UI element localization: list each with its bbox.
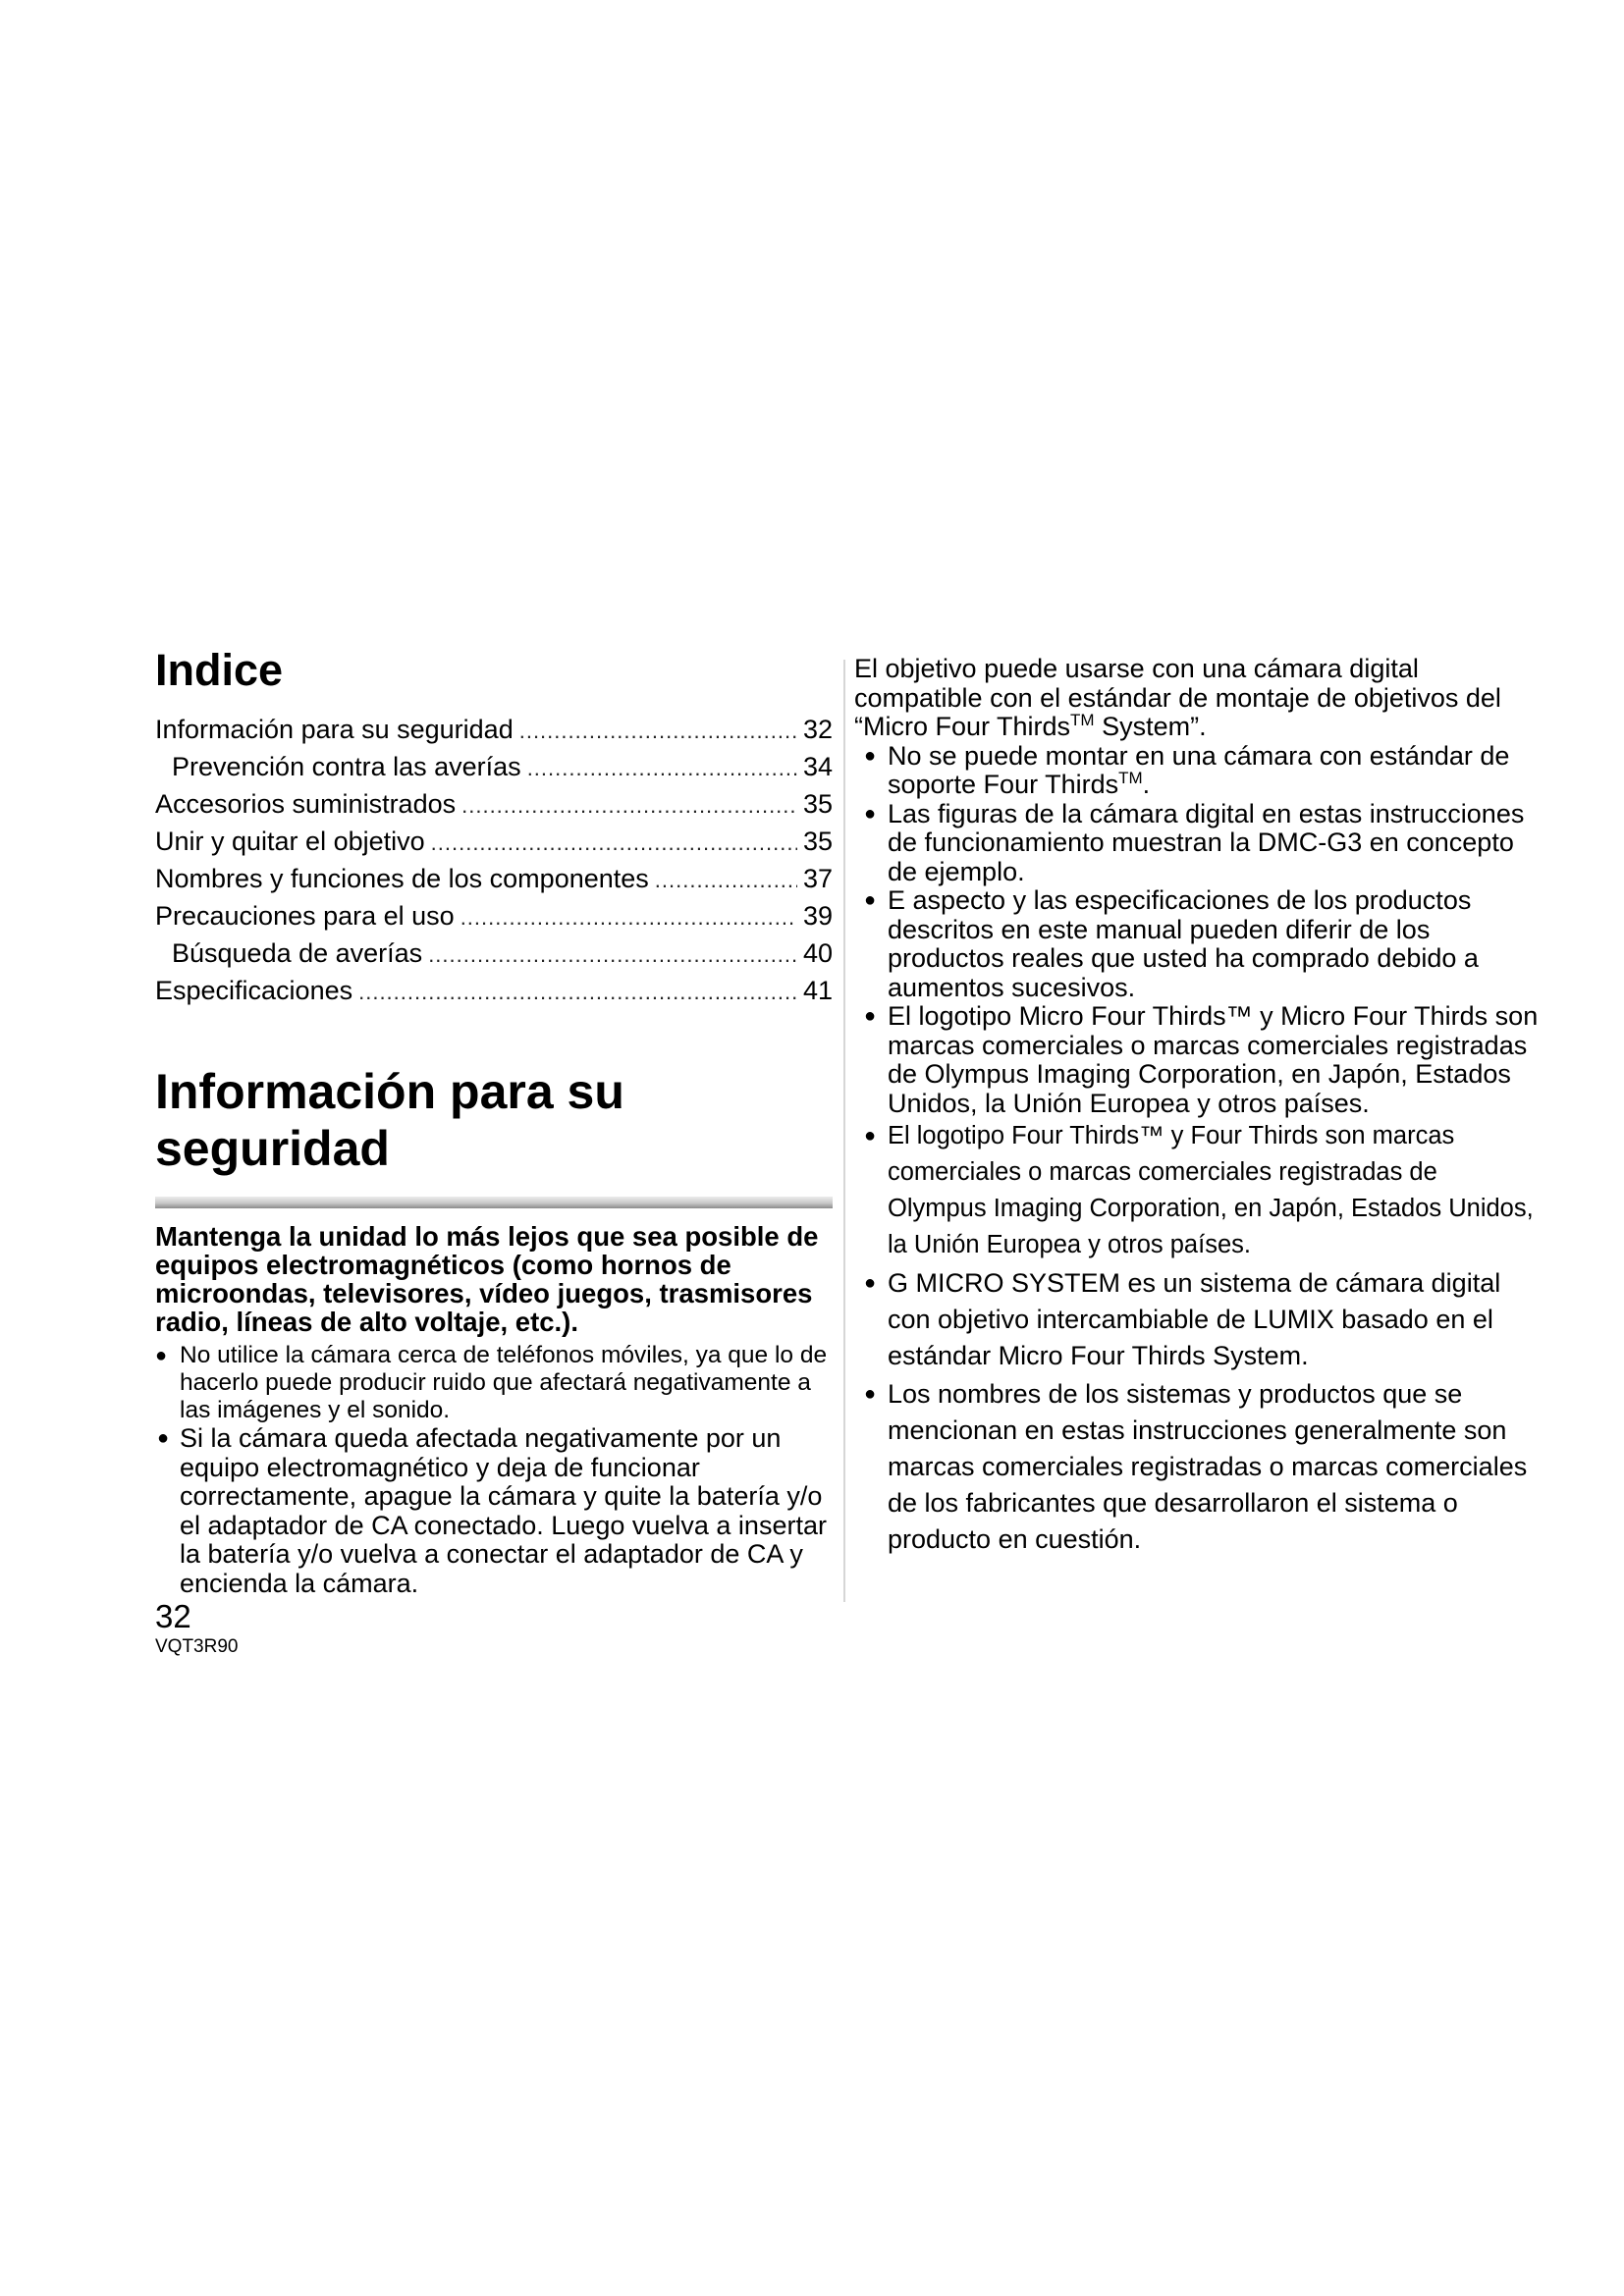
page-number: 32 — [155, 1598, 191, 1634]
bullet-icon: ● — [157, 1427, 170, 1449]
toc-leader-dots — [519, 713, 797, 749]
toc-entry-page: 41 — [802, 976, 833, 1005]
list-item — [854, 1376, 1542, 1558]
toc-entry-label: Información para su seguridad — [155, 715, 514, 744]
safety-bullet-list — [155, 1342, 833, 1598]
index-title: Indice — [155, 645, 284, 695]
toc-leader-dots — [428, 936, 797, 973]
toc-entry-label: Accesorios suministrados — [155, 789, 457, 819]
trademark-mark: TM — [1070, 711, 1095, 729]
list-item — [155, 1424, 833, 1598]
intro-paragraph — [854, 655, 1542, 742]
toc-entry-page: 40 — [802, 938, 833, 968]
toc-entry-page: 32 — [802, 715, 833, 744]
bullet-icon: ● — [864, 744, 877, 767]
toc-leader-dots — [358, 974, 797, 1010]
toc-leader-dots — [655, 862, 797, 898]
toc-entry[interactable] — [155, 824, 833, 861]
bullet-icon: ● — [864, 889, 877, 911]
list-item-text-end: . — [1142, 770, 1151, 799]
toc-entry[interactable] — [155, 861, 833, 898]
list-item-text: El logotipo Micro Four Thirds™ y Micro Four Thirds son marcas comerciales o marcas comerciales registradas de Olympus Imaging Corporation, en Japón, Estados Unidos, la Unión Europea y otros países. — [888, 1001, 1539, 1118]
left-column — [155, 645, 833, 1598]
toc-entry-label: Unir y quitar el objetivo — [155, 827, 425, 856]
list-item-text: Los nombres de los sistemas y productos que se mencionan en estas instrucciones generalmente son marcas comerciales registradas o marcas comerciales de los fabricantes que desarrollaron el sistema o producto en cuestión. — [888, 1379, 1528, 1554]
bullet-icon: ● — [864, 1383, 877, 1405]
list-item-text: No utilice la cámara cerca de teléfonos móviles, ya que lo de hacerlo puede producir ruido que afectará negativamente a las imágenes y el sonido. — [180, 1342, 828, 1423]
intro-text-end: System”. — [1094, 712, 1207, 741]
list-item-text: El logotipo Four Thirds™ y Four Thirds son marcas comerciales o marcas comerciales registradas de Olympus Imaging Corporation, en Japón, Estados Unidos, la Unión Europea y otros países. — [888, 1122, 1534, 1258]
document-code: VQT3R90 — [155, 1636, 239, 1657]
list-item-text: Las figuras de la cámara digital en estas instrucciones de funcionamiento muestran la DMC-G3 en concepto de ejemplo. — [888, 798, 1525, 886]
notes-bullet-list — [854, 742, 1542, 1559]
list-item-text: E aspecto y las especificaciones de los productos descritos en este manual pueden diferir de los productos reales que usted ha comprado debido a aumentos sucesivos. — [888, 885, 1479, 1002]
list-item — [854, 1118, 1542, 1263]
bullet-icon: ● — [864, 1005, 877, 1027]
toc-entry[interactable] — [155, 973, 833, 1010]
section-title: Información para su seguridad — [155, 1064, 624, 1176]
toc-entry[interactable] — [155, 749, 833, 786]
column-divider — [843, 660, 845, 1602]
toc-leader-dots — [431, 825, 797, 861]
toc-entry[interactable] — [155, 898, 833, 935]
toc-entry-label: Especificaciones — [155, 976, 353, 1005]
toc-entry-label: Precauciones para el uso — [155, 901, 455, 931]
toc-entry-page: 39 — [802, 901, 833, 931]
toc-leader-dots — [527, 750, 797, 786]
toc-entry-label: Nombres y funciones de los componentes — [155, 864, 649, 893]
bullet-icon: ● — [864, 1125, 877, 1147]
list-item — [854, 742, 1542, 800]
toc-entry-page: 35 — [802, 827, 833, 856]
list-item — [854, 800, 1542, 887]
list-item-text: Si la cámara queda afectada negativamente por un equipo electromagnético y deja de funcionar correctamente, apague la cámara y quite la batería y/o el adaptador de CA conectado. Luego vuelva a insertar la batería y/o vuelva a conectar el adaptador de CA y encienda la cámara. — [180, 1423, 827, 1598]
toc-entry[interactable] — [155, 712, 833, 749]
toc-leader-dots — [461, 787, 797, 824]
right-column — [854, 655, 1542, 1558]
toc-entry-label: Búsqueda de averías — [172, 938, 423, 968]
list-item-text: G MICRO SYSTEM es un sistema de cámara digital con objetivo intercambiable de LUMIX basado en el estándar Micro Four Thirds System. — [888, 1268, 1501, 1370]
toc-entry-page: 37 — [802, 864, 833, 893]
bullet-icon: ● — [864, 1272, 877, 1294]
list-item — [854, 1265, 1542, 1374]
toc-entry[interactable] — [155, 935, 833, 973]
toc-entry-label: Prevención contra las averías — [172, 752, 521, 781]
list-item-text: No se puede montar en una cámara con estándar de soporte Four Thirds — [888, 740, 1510, 799]
bullet-icon: ● — [155, 1345, 168, 1366]
toc-entry-page: 35 — [802, 789, 833, 819]
intro-text: El objetivo puede usarse con una cámara digital compatible con el estándar de montaje de objetivos del “Micro Four Thirds — [854, 654, 1501, 741]
toc-leader-dots — [460, 899, 797, 935]
bullet-icon: ● — [864, 802, 877, 825]
toc-entry-page: 34 — [802, 752, 833, 781]
table-of-contents — [155, 712, 833, 1010]
list-item — [155, 1342, 833, 1424]
section-divider — [155, 1197, 833, 1208]
list-item — [854, 1002, 1542, 1118]
list-item — [854, 886, 1542, 1002]
safety-warning: Mantenga la unidad lo más lejos que sea posible de equipos electromagnéticos (como hornos de microondas, televisores, vídeo juegos, trasmisores radio, líneas de alto voltaje, etc.). — [155, 1221, 819, 1337]
toc-entry[interactable] — [155, 786, 833, 824]
trademark-mark: TM — [1118, 769, 1143, 787]
